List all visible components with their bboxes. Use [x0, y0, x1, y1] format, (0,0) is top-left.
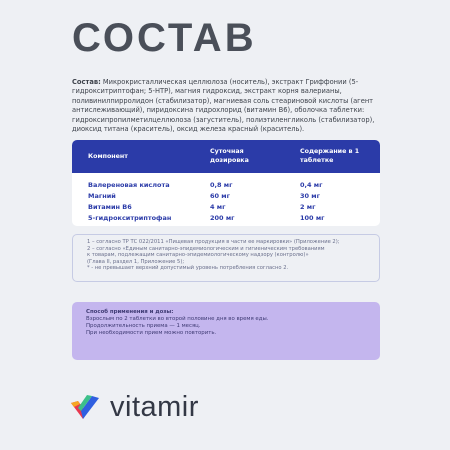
composition-text: Микрокристаллическая целлюлоза (носитель), экстракт Гриффонии (5-гидрокситриптофан; 5-HTP), магния гидроксид, экстракт корня валерианы, поливинилпирролидон (стабилизатор), магниевая соль стеариновой кислоты (агент антислеживающий), пиридоксина гидрохлорид (витамин В6), оболочка таблетки: гидроксипропилметилцеллюлоза (загуститель), полиэтиленгликоль (стабилизатор), диоксид титана (краситель), оксид железа красный (краситель). — [72, 78, 375, 134]
cell-component: Магний — [88, 192, 116, 200]
footnote: (Глава II, раздел 1, Приложение 5); — [87, 258, 185, 265]
composition-label: Состав: — [72, 78, 101, 86]
cell-daily: 4 мг — [210, 203, 226, 211]
composition-paragraph — [72, 78, 382, 134]
nutrition-table — [72, 140, 380, 226]
footnotes-box — [72, 234, 380, 282]
table-row — [72, 213, 380, 223]
cell-per-tablet: 100 мг — [300, 214, 325, 222]
table-row — [72, 202, 380, 212]
vitamir-logo-icon — [68, 390, 102, 424]
cell-per-tablet: 30 мг — [300, 192, 321, 200]
cell-component: 5-гидрокситриптофан — [88, 214, 172, 222]
usage-line: При необходимости прием можно повторить. — [86, 330, 217, 336]
footnote: 2 – согласно «Единым санитарно-эпидемиологическим и гигиеническим требованиям — [87, 245, 325, 252]
cell-component: Витамин В6 — [88, 203, 132, 211]
cell-daily: 60 мг — [210, 192, 231, 200]
usage-line: Продолжительность приема — 1 месяц. — [86, 323, 201, 329]
cell-per-tablet: 0,4 мг — [300, 181, 323, 189]
usage-line: Взрослым по 2 таблетки во второй половине дня во время еды. — [86, 316, 269, 322]
page-title: СОСТАВ — [72, 16, 257, 60]
header-per-tablet: Содержание в 1 таблетке — [300, 148, 360, 164]
cell-per-tablet: 2 мг — [300, 203, 316, 211]
cell-daily: 0,8 мг — [210, 181, 233, 189]
vitamir-logo — [68, 390, 248, 424]
table-row — [72, 191, 380, 201]
vitamir-logo-text: vitamir — [110, 391, 199, 423]
header-daily: Суточная дозировка — [210, 148, 249, 164]
usage-box — [72, 302, 380, 360]
footnote: к товарам, подлежащим санитарно-эпидемиологическому надзору (контролю)» — [87, 252, 309, 259]
footnote: * - не превышает верхний допустимый уровень потребления согласно 2. — [87, 265, 289, 272]
usage-title: Способ применения и дозы: — [86, 309, 174, 315]
table-header — [72, 140, 380, 173]
header-component: Компонент — [88, 153, 128, 160]
footnote: 1 – согласно ТР ТС 022/2011 «Пищевая продукция в части ее маркировки» (Приложение 2); — [87, 239, 340, 245]
table-row — [72, 180, 380, 190]
cell-component: Валереновая кислота — [88, 181, 170, 189]
cell-daily: 200 мг — [210, 214, 235, 222]
